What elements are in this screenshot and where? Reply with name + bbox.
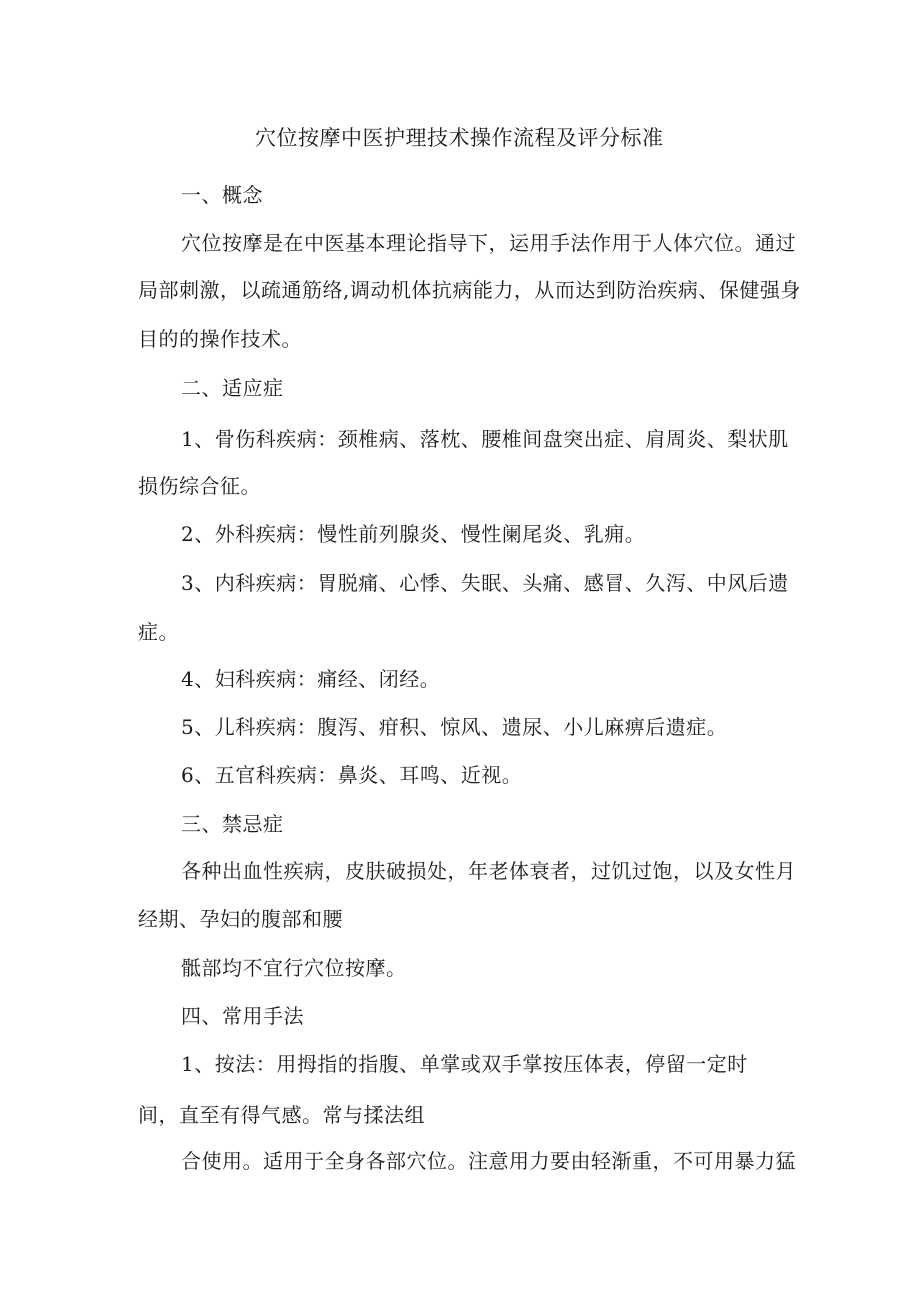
paragraph-line: 间，直至有得气感。常与揉法组 <box>138 1103 425 1127</box>
paragraph-line: 骶部均不宜行穴位按摩。 <box>181 956 407 980</box>
section-heading-indications: 二、适应症 <box>181 376 284 400</box>
paragraph-line: 局部刺激，以疏通筋络,调动机体抗病能力，从而达到防治疾病、保健强身 <box>138 278 801 302</box>
paragraph-line: 经期、孕妇的腹部和腰 <box>138 907 343 931</box>
paragraph-line: 1、骨伤科疾病：颈椎病、落枕、腰椎间盘突出症、肩周炎、梨状肌 <box>181 427 789 451</box>
paragraph-line: 6、五官科疾病：鼻炎、耳鸣、近视。 <box>181 763 523 787</box>
document-title: 穴位按摩中医护理技术操作流程及评分标准 <box>255 126 664 150</box>
paragraph-line: 4、妇科疾病：痛经、闭经。 <box>181 667 441 691</box>
paragraph-line: 5、儿科疾病：腹泻、疳积、惊风、遗尿、小儿麻痹后遗症。 <box>181 715 728 739</box>
paragraph-line: 损伤综合征。 <box>138 474 261 498</box>
section-heading-techniques: 四、常用手法 <box>181 1004 304 1028</box>
paragraph-line: 各种出血性疾病，皮肤破损处，年老体衰者，过饥过饱，以及女性月 <box>181 859 796 883</box>
paragraph-line: 目的的操作技术。 <box>138 327 302 351</box>
paragraph-line: 穴位按摩是在中医基本理论指导下，运用手法作用于人体穴位。通过 <box>181 231 796 255</box>
paragraph-line: 症。 <box>138 620 179 644</box>
paragraph-line: 3、内科疾病：胃脱痛、心悸、失眠、头痛、感冒、久泻、中风后遗 <box>181 571 789 595</box>
paragraph-line: 2、外科疾病：慢性前列腺炎、慢性阑尾炎、乳痈。 <box>181 522 646 546</box>
paragraph-line: 合使用。适用于全身各部穴位。注意用力要由轻渐重，不可用暴力猛 <box>181 1149 796 1173</box>
section-heading-concept: 一、概念 <box>181 183 263 207</box>
paragraph-line: 1、按法：用拇指的指腹、单掌或双手掌按压体表，停留一定时 <box>181 1052 748 1076</box>
section-heading-contraindications: 三、禁忌症 <box>181 812 284 836</box>
